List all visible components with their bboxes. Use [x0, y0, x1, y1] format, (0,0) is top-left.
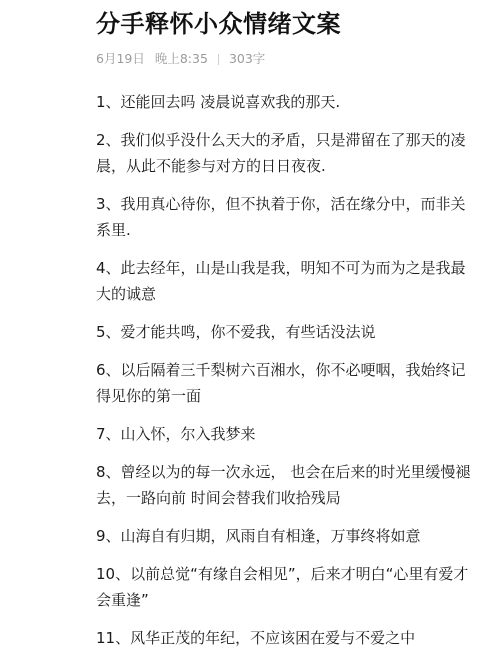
list-item: 3、我用真心待你，但不执着于你，活在缘分中，而非关系里. [96, 195, 466, 239]
publish-time: 晚上8:35 [154, 51, 208, 66]
list-item: 8、曾经以为的每一次永远， 也会在后来的时光里缓慢褪去，一路向前 时间会替我们收拾残局 [96, 463, 471, 507]
list-item: 7、山入怀，尔入我梦来 [96, 425, 256, 443]
article-meta [96, 51, 476, 67]
publish-date: 6月19日 [96, 51, 145, 66]
list-item: 4、此去经年，山是山我是我，明知不可为而为之是我最大的诚意 [96, 259, 466, 303]
list-item: 11、风华正茂的年纪，不应该困在爱与不爱之中 [96, 629, 416, 647]
meta-divider [218, 54, 219, 65]
list-item: 2、我们似乎没什么天大的矛盾，只是滞留在了那天的凌晨，从此不能参与对方的日日夜夜. [96, 131, 466, 175]
list-item: 5、爱才能共鸣，你不爱我，有些话没法说 [96, 323, 376, 341]
quote-list [96, 89, 476, 651]
list-item: 10、以前总觉“有缘自会相见”，后来才明白“心里有爱才会重逢” [96, 565, 469, 609]
list-item: 9、山海自有归期，风雨自有相逢，万事终将如意 [96, 527, 421, 545]
list-item: 6、以后隔着三千梨树六百湘水，你不必哽咽，我始终记得见你的第一面 [96, 361, 466, 405]
article-title: 分手释怀小众情绪文案 [96, 10, 341, 38]
list-item: 1、还能回去吗 凌晨说喜欢我的那天. [96, 93, 341, 111]
word-count: 303字 [228, 51, 266, 66]
